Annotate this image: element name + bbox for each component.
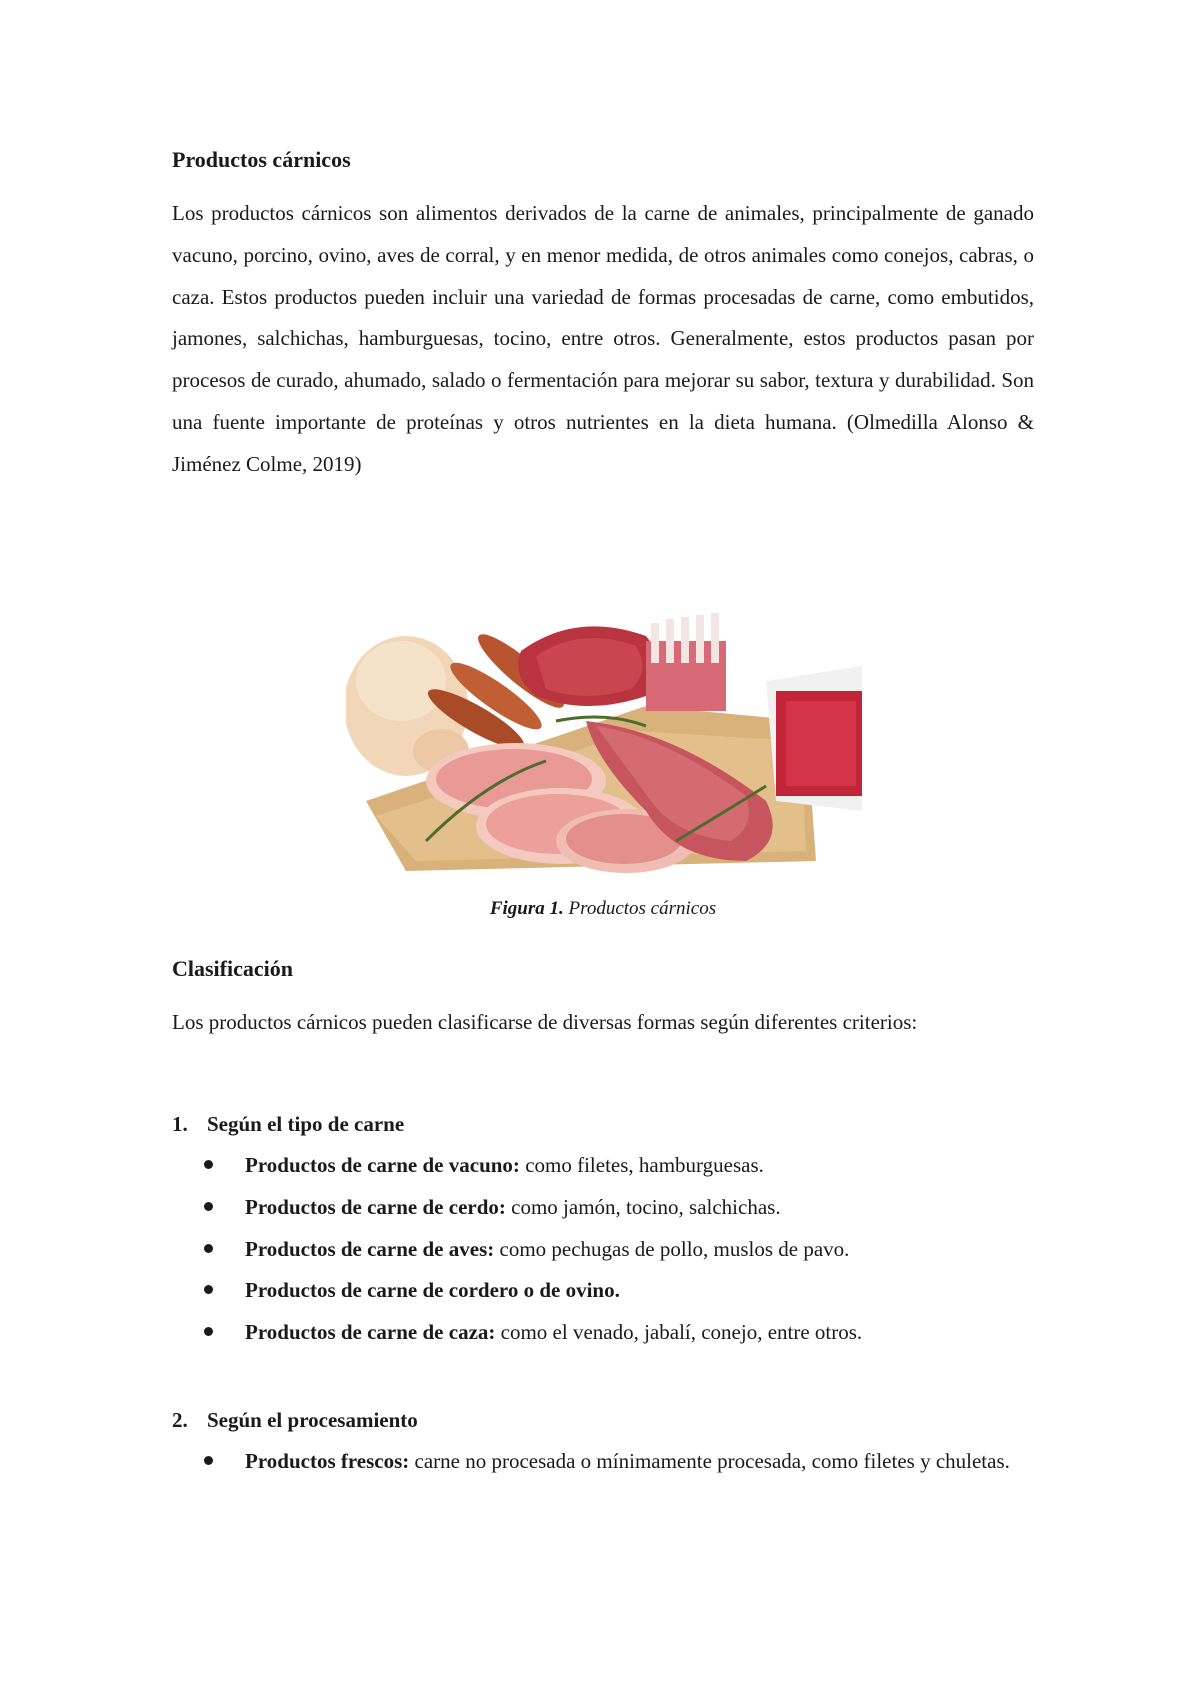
- bullet-icon: [204, 1244, 213, 1253]
- section-title: Según el procesamiento: [207, 1408, 418, 1432]
- intro-paragraph: Los productos cárnicos son alimentos derivados de la carne de animales, principalmente de ganado vacuno, porcino, ovino, aves de corral, y en menor medida, de otros animales como conejos, cabras, o caza. Estos productos pueden incluir una variedad de formas procesadas de carne, como embutidos, jamones, salchichas, hamburguesas, tocino, entre otros. Generalmente, estos productos pasan por procesos de curado, ahumado, salado o fermentación para mejorar su sabor, textura y durabilidad. Son una fuente importante de proteínas y otros nutrientes en la dieta humana. (Olmedilla Alonso & Jiménez Colme, 2019): [172, 201, 1034, 476]
- section-number: 1.: [172, 1112, 188, 1136]
- bullet-icon: [204, 1456, 213, 1465]
- section-number: 2.: [172, 1408, 188, 1432]
- figure-caption: [172, 897, 1034, 921]
- classification-heading: Clasificación: [172, 956, 293, 981]
- section-heading-procesamiento: [172, 1406, 418, 1434]
- item-text: como pechugas de pollo, muslos de pavo.: [494, 1237, 850, 1261]
- list-item: [204, 1441, 1034, 1483]
- list-item: [204, 1187, 1034, 1229]
- item-term: Productos frescos:: [245, 1449, 410, 1473]
- section-title: Según el tipo de carne: [207, 1112, 405, 1136]
- item-text: como el venado, jabalí, conejo, entre otros.: [495, 1320, 863, 1344]
- item-text: como filetes, hamburguesas.: [519, 1153, 764, 1177]
- item-term: Productos de carne de caza:: [245, 1320, 496, 1344]
- bullet-icon: [204, 1160, 213, 1169]
- item-term: Productos de carne de vacuno:: [245, 1153, 520, 1177]
- page-title: Productos cárnicos: [172, 147, 351, 172]
- item-term: Productos de carne de aves:: [245, 1237, 495, 1261]
- list-item: [204, 1270, 1034, 1312]
- figure-caption-text: Productos cárnicos: [563, 898, 717, 919]
- meat-products-image: [346, 611, 862, 882]
- bullet-icon: [204, 1202, 213, 1211]
- classification-intro: Los productos cárnicos pueden clasificarse de diversas formas según diferentes criterios:: [172, 1010, 918, 1034]
- item-term: Productos de carne de cordero o de ovino.: [245, 1278, 620, 1302]
- figure-label: Figura 1.: [489, 898, 564, 919]
- item-text: carne no procesada o mínimamente procesada, como filetes y chuletas.: [409, 1449, 1010, 1473]
- list-item: [204, 1312, 1034, 1354]
- section-heading-tipo-de-carne: [172, 1110, 404, 1138]
- list-item: [204, 1145, 1034, 1187]
- bullet-icon: [204, 1327, 213, 1336]
- bullet-icon: [204, 1285, 213, 1294]
- list-item: [204, 1229, 1034, 1271]
- item-term: Productos de carne de cerdo:: [245, 1195, 506, 1219]
- item-text: como jamón, tocino, salchichas.: [505, 1195, 781, 1219]
